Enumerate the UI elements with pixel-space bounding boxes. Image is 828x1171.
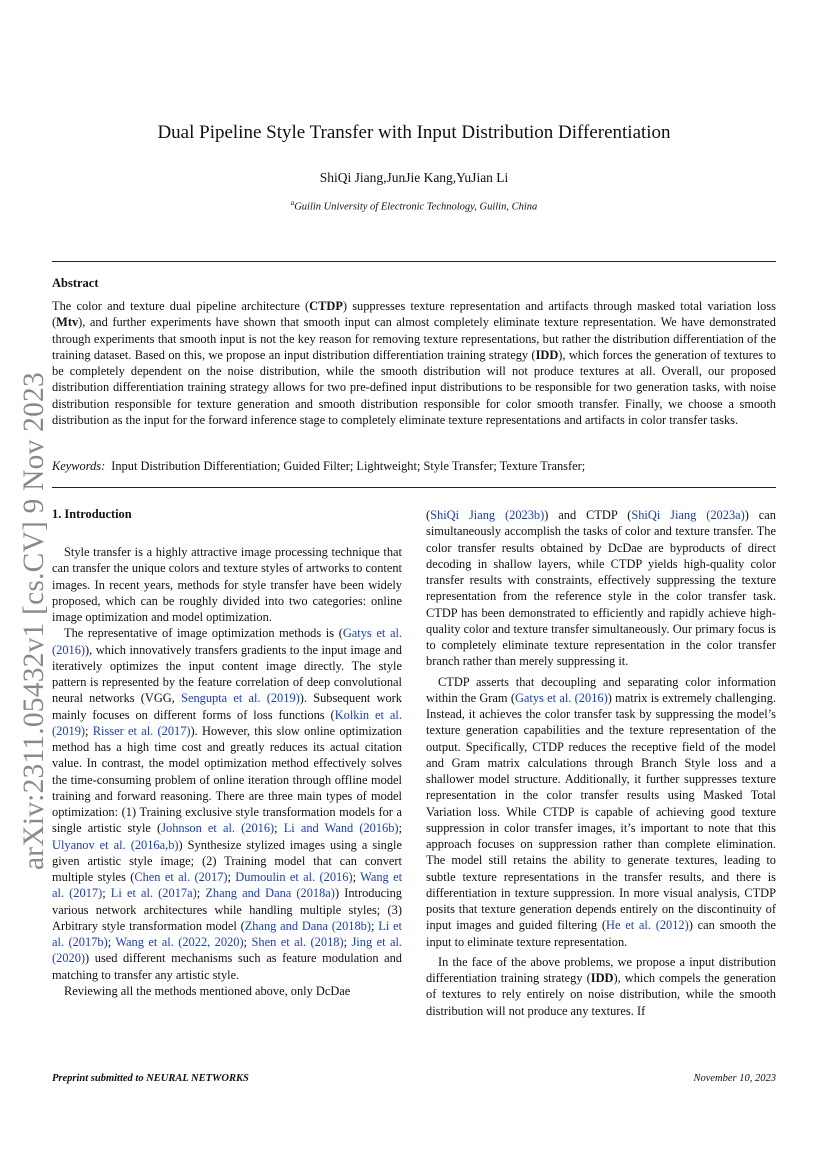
citation-link[interactable]: Risser et al. (2017)	[92, 723, 191, 738]
citation-link[interactable]: Li et al. (2017b)	[52, 918, 402, 949]
author-list: ShiQi Jiang,JunJie Kang,YuJian Li	[319, 170, 509, 185]
citation-link[interactable]: Ulyanov et al. (2016a,b)	[52, 837, 179, 852]
keywords-label: Keywords:	[52, 459, 106, 473]
citation-link[interactable]: Gatys et al. (2016)	[52, 626, 402, 657]
citation-link[interactable]: Dumoulin et al. (2016)	[235, 870, 353, 884]
abstract-term: Mtv	[56, 315, 79, 330]
arxiv-identifier-stamp: arXiv:2311.05432v1 [cs.CV] 9 Nov 2023	[18, 372, 50, 870]
paragraph: (ShiQi Jiang (2023b)) and CTDP (ShiQi Jiang (2023a)) can simultaneously accomplish the tasks of color and texture transfer. The color transfer results obtained by DcDae are byproducts of direct decoding in shallow layers, while CTDP yields high-quality color transfer results with constraints, effectively suppressing the texture representation from the reference style in the color transfer task. CTDP has been demonstrated to efficiently and rapidly achieve high-quality color and texture transfer simultaneously. Our primary focus is to completely eliminate texture representation in the color transfer branch rather than merely suppressing it.	[426, 508, 776, 669]
bold-term: IDD	[590, 971, 614, 985]
keywords-list: Input Distribution Differentiation; Guided Filter; Lightweight; Style Transfer; Texture Transfer;	[111, 459, 586, 473]
citation-link[interactable]: Gatys et al. (2016)	[514, 690, 608, 705]
abstract-text: ) suppresses texture representation and artifacts through masked total variation loss (	[52, 299, 776, 330]
citation-link[interactable]: Kolkin et al. (2019)	[52, 707, 402, 738]
abstract-body	[52, 298, 776, 428]
abstract-bottom-divider	[52, 487, 776, 488]
abstract-term: IDD	[535, 347, 559, 362]
citation-link[interactable]: Sengupta et al. (2019)	[181, 691, 300, 706]
paragraph: Reviewing all the methods mentioned above, only DcDae	[64, 983, 351, 998]
citation-link[interactable]: Zhang and Dana (2018a)	[205, 886, 335, 901]
citation-link[interactable]: Jing et al. (2020)	[52, 935, 402, 966]
right-column	[426, 507, 776, 1019]
citation-link[interactable]: Johnson et al. (2016)	[161, 821, 275, 836]
top-divider	[52, 261, 776, 262]
paragraph: Style transfer is a highly attractive image processing technique that can transfer the unique colors and texture styles of artworks to content images. In recent years, methods for style transfer have been widely proposed, which can be roughly divided into two categories: online image optimization and model optimization.	[52, 545, 402, 624]
abstract-text: ), which forces the generation of textures to be completely dependent on the noise distribution, while the smooth distribution will not produce textures at all. Overall, our proposed distribution differentiation training strategy allows for two pre-defined input distributions to be responsible for two generation tasks, with noise distribution responsible for texture generation and smooth distribution responsible for color smooth transfer. Finally, we choose a smooth distribution as the input for the forward inference stage to completely eliminate texture representations and artifacts in color transfer tasks.	[52, 347, 776, 428]
citation-link[interactable]: Chen et al. (2017)	[134, 870, 228, 884]
citation-link[interactable]: Shen et al. (2018)	[251, 935, 344, 949]
affiliation-text: Guilin University of Electronic Technology, Guilin, China	[294, 201, 538, 213]
citation-link[interactable]: Li and Wand (2016b)	[283, 821, 399, 836]
footer-preprint-note: Preprint submitted to NEURAL NETWORKS	[52, 1073, 249, 1084]
left-column	[52, 544, 402, 999]
section-heading-introduction: 1. Introduction	[52, 507, 132, 521]
citation-link[interactable]: He et al. (2012)	[606, 918, 689, 933]
abstract-text: The color and texture dual pipeline architecture (	[52, 299, 310, 313]
citation-link[interactable]: Wang et al. (2022, 2020)	[115, 935, 244, 949]
citation-link[interactable]: ShiQi Jiang (2023b)	[430, 508, 545, 522]
paragraph: CTDP asserts that decoupling and separating color information within the Gram (Gatys et al. (2016)) matrix is extremely challenging. Instead, it achieves the color transfer task by suppressing the model’s texture generation capabilities and the texture representation of the output. Specifically, CTDP reduces the receptive field of the model and Gram matrix calculations through Branch Style loss and a shallower model structure. Additionally, it further suppresses texture representation in the color transfer results using Masked Total Variation loss. While CTDP is capable of achieving good texture suppression in color transfer images, it’s important to note that this approach focuses on suppression rather than complete elimination. The model still retains the ability to generate textures, leading to subtle texture representations in the transfer results, and there is differentiation in texture suppression. In more visual analysis, CTDP posits that texture generation depends entirely on the discontinuity of input images and guided filtering (He et al. (2012)) can smooth the input to eliminate texture representation.	[426, 674, 776, 949]
citation-link[interactable]: Li et al. (2017a)	[110, 886, 197, 901]
paper-title: Dual Pipeline Style Transfer with Input Distribution Differentiation	[157, 122, 671, 143]
affiliation-mark: a	[290, 199, 295, 207]
footer-date: November 10, 2023	[693, 1073, 776, 1084]
keywords-line	[52, 459, 776, 474]
paragraph: The representative of image optimization methods is (Gatys et al. (2016)), which innovatively transfers gradients to the input image and iteratively optimizes the input content image directly. The style pattern is represented by the feature correlation of deep convolutional neural networks (VGG, Sengupta et al. (2019)). Subsequent work mainly focuses on different forms of loss functions (Kolkin et al. (2019); Risser et al. (2017)). However, this slow online optimization method has a high time cost and greatly reduces its actual citation value. In contrast, the model optimization method effectively solves the time-consuming problem of online iteration through offline model training and forward reasoning. There are three main types of model optimization: (1) Training exclusive style transformation models for a single artistic style (Johnson et al. (2016); Li and Wand (2016b); Ulyanov et al. (2016a,b)) Synthesize stylized images using a single given artistic style image; (2) Training model that can convert multiple styles (Chen et al. (2017); Dumoulin et al. (2016); Wang et al. (2017); Li et al. (2017a); Zhang and Dana (2018a)) Introducing various network architectures while handling multiple styles; (3) Arbitrary style transformation model (Zhang and Dana (2018b); Li et al. (2017b); Wang et al. (2022, 2020); Shen et al. (2018); Jing et al. (2020)) used different mechanisms such as feature modulation and matching to transfer any artistic style.	[52, 626, 403, 982]
abstract-heading: Abstract	[52, 276, 99, 290]
abstract-text: ), and further experiments have shown that smooth input can almost completely eliminate texture representation. We have demonstrated through experiments that smooth input is not the key reason for removing texture representations, but rather the distribution differentiation of the training dataset. Based on this, we propose an input distribution differentiation training strategy (	[52, 315, 776, 362]
citation-link[interactable]: Wang et al. (2017)	[52, 870, 403, 901]
citation-link[interactable]: ShiQi Jiang (2023a)	[631, 508, 745, 522]
citation-link[interactable]: Zhang and Dana (2018b)	[244, 918, 372, 933]
paragraph: In the face of the above problems, we propose a input distribution differentiation training strategy (IDD), which compels the generation of textures to rely entirely on noise distribution, while the smooth distribution will not produce any textures. If	[426, 954, 776, 1018]
affiliation	[0, 199, 828, 213]
abstract-term: CTDP	[309, 299, 343, 313]
